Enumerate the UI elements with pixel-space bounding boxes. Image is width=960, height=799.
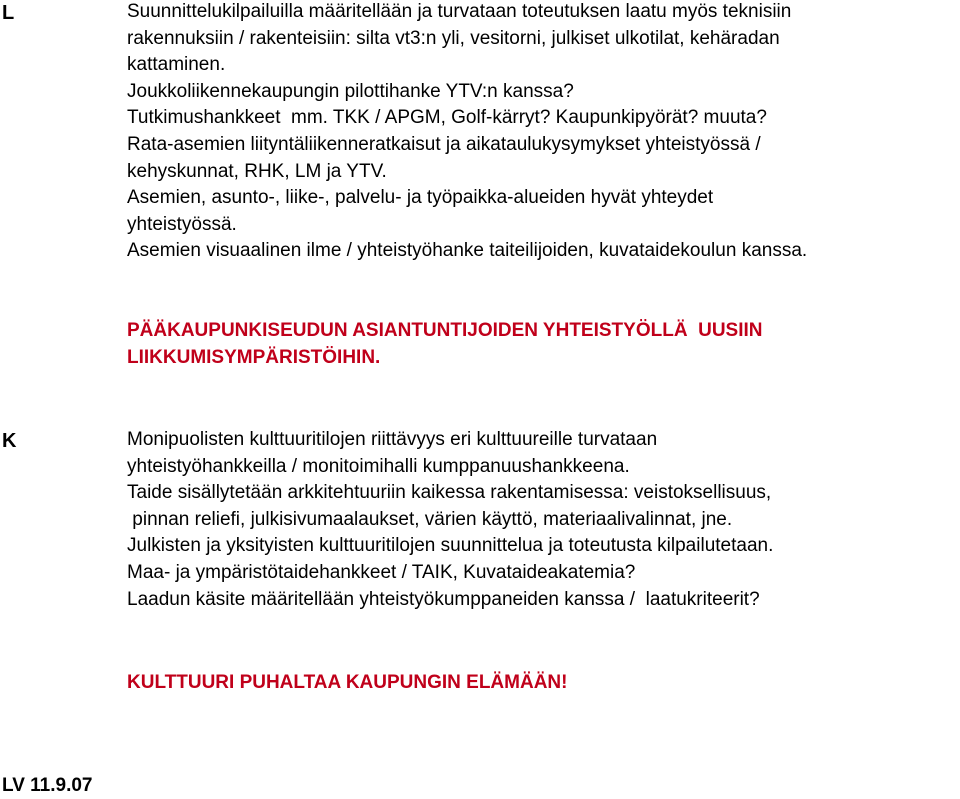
text-line: Asemien visuaalinen ilme / yhteistyöhanke taiteilijoiden, kuvataidekoulun kanssa. (127, 240, 808, 262)
text-line: Julkisten ja yksityisten kulttuuritilojen suunnittelua ja toteutusta kilpailutetaan. (127, 535, 774, 557)
text-line: pinnan reliefi, julkisivumaalaukset, värien käyttö, materiaalivalinnat, jne. (127, 508, 733, 530)
text-line: Taide sisällytetään arkkitehtuuriin kaikessa rakentamisessa: veistoksellisuus, (127, 482, 772, 504)
text-line: Tutkimushankkeet mm. TKK / APGM, Golf-kärryt? Kaupunkipyörät? muuta? (127, 107, 767, 129)
heading-line: LIIKKUMISYMPÄRISTÖIHIN. (127, 346, 381, 368)
heading-line: KULTTUURI PUHALTAA KAUPUNGIN ELÄMÄÄN! (127, 672, 568, 693)
section-k-text (127, 427, 957, 613)
text-line: Asemien, asunto-, liike-, palvelu- ja työpaikka-alueiden hyvät yhteydet (127, 187, 714, 209)
text-line: kattaminen. (127, 54, 226, 76)
section-l-text (127, 0, 957, 265)
footer-date: LV 11.9.07 (2, 775, 93, 796)
text-line: kehyskunnat, RHK, LM ja YTV. (127, 160, 387, 182)
text-line: Rata-asemien liityntäliikenneratkaisut ja aikataulukysymykset yhteistyössä / (127, 133, 761, 155)
heading-line: PÄÄKAUPUNKISEUDUN ASIANTUNTIJOIDEN YHTEISTYÖLLÄ UUSIIN (127, 320, 763, 341)
text-line: Maa- ja ympäristötaidehankkeet / TAIK, Kuvataideakatemia? (127, 561, 636, 583)
text-line: Joukkoliikennekaupungin pilottihanke YTV:n kanssa? (127, 80, 574, 102)
text-line: Laadun käsite määritellään yhteistyökumppaneiden kanssa / laatukriteerit? (127, 588, 760, 610)
text-line: yhteistyöhankkeilla / monitoimihalli kumppanuushankkeena. (127, 455, 630, 477)
text-line: Suunnittelukilpailuilla määritellään ja turvataan toteutuksen laatu myös teknisiin (127, 1, 792, 22)
text-line: Monipuolisten kulttuuritilojen riittävyys eri kulttuureille turvataan (127, 429, 658, 450)
section-l-heading (127, 318, 957, 371)
section-k-heading (127, 670, 957, 697)
text-line: rakennuksiin / rakenteisiin: silta vt3:n yli, vesitorni, julkiset ulkotilat, kehäradan (127, 27, 780, 49)
section-letter-l: L (2, 2, 15, 24)
text-line: yhteistyössä. (127, 213, 237, 235)
section-letter-k: K (2, 430, 17, 452)
